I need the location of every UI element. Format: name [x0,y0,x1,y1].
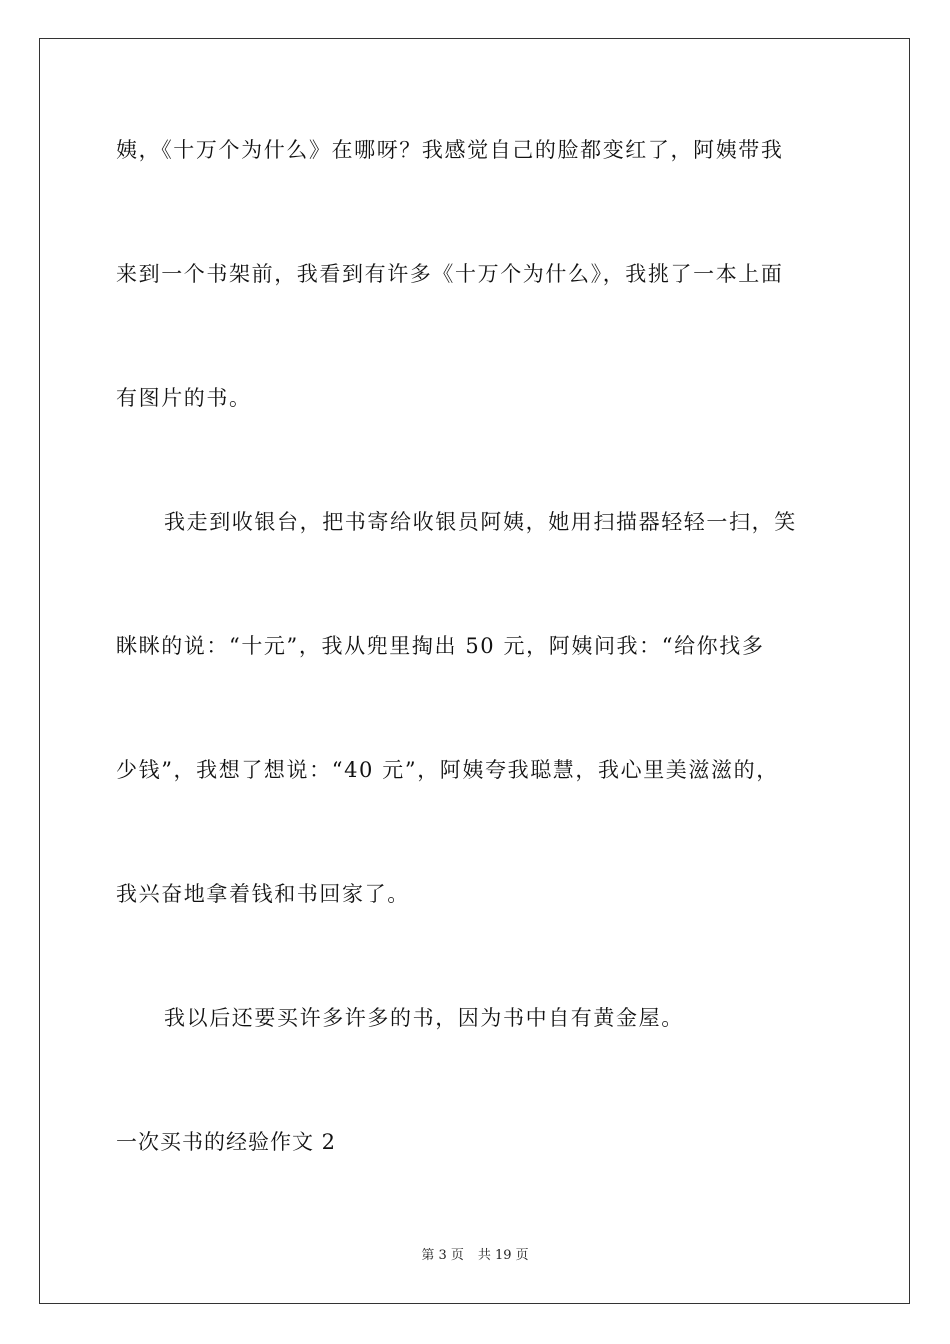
page-number: 第 3 页 [421,1248,464,1263]
paragraph-line: 眯眯的说：“十元”，我从兜里掏出 50 元，阿姨问我：“给你找多 [116,634,765,658]
page-total: 共 19 页 [477,1248,529,1263]
paragraph-line: 来到一个书架前，我看到有许多《十万个为什么》，我挑了一本上面 [116,262,784,286]
paragraph-line: 我走到收银台，把书寄给收银员阿姨，她用扫描器轻轻一扫，笑 [164,510,797,534]
paragraph-line: 我以后还要买许多许多的书，因为书中自有黄金屋。 [164,1006,684,1030]
paragraph-line: 我兴奋地拿着钱和书回家了。 [116,882,410,906]
page-border [39,38,910,1304]
paragraph-line: 少钱”，我想了想说：“40 元”，阿姨夸我聪慧，我心里美滋滋的， [116,758,779,782]
paragraph-line: 有图片的书。 [116,386,252,410]
page-footer [0,1247,950,1265]
paragraph-line: 姨，《十万个为什么》在哪呀？我感觉自己的脸都变红了，阿姨带我 [116,138,784,162]
section-heading: 一次买书的经验作文 2 [116,1130,337,1154]
